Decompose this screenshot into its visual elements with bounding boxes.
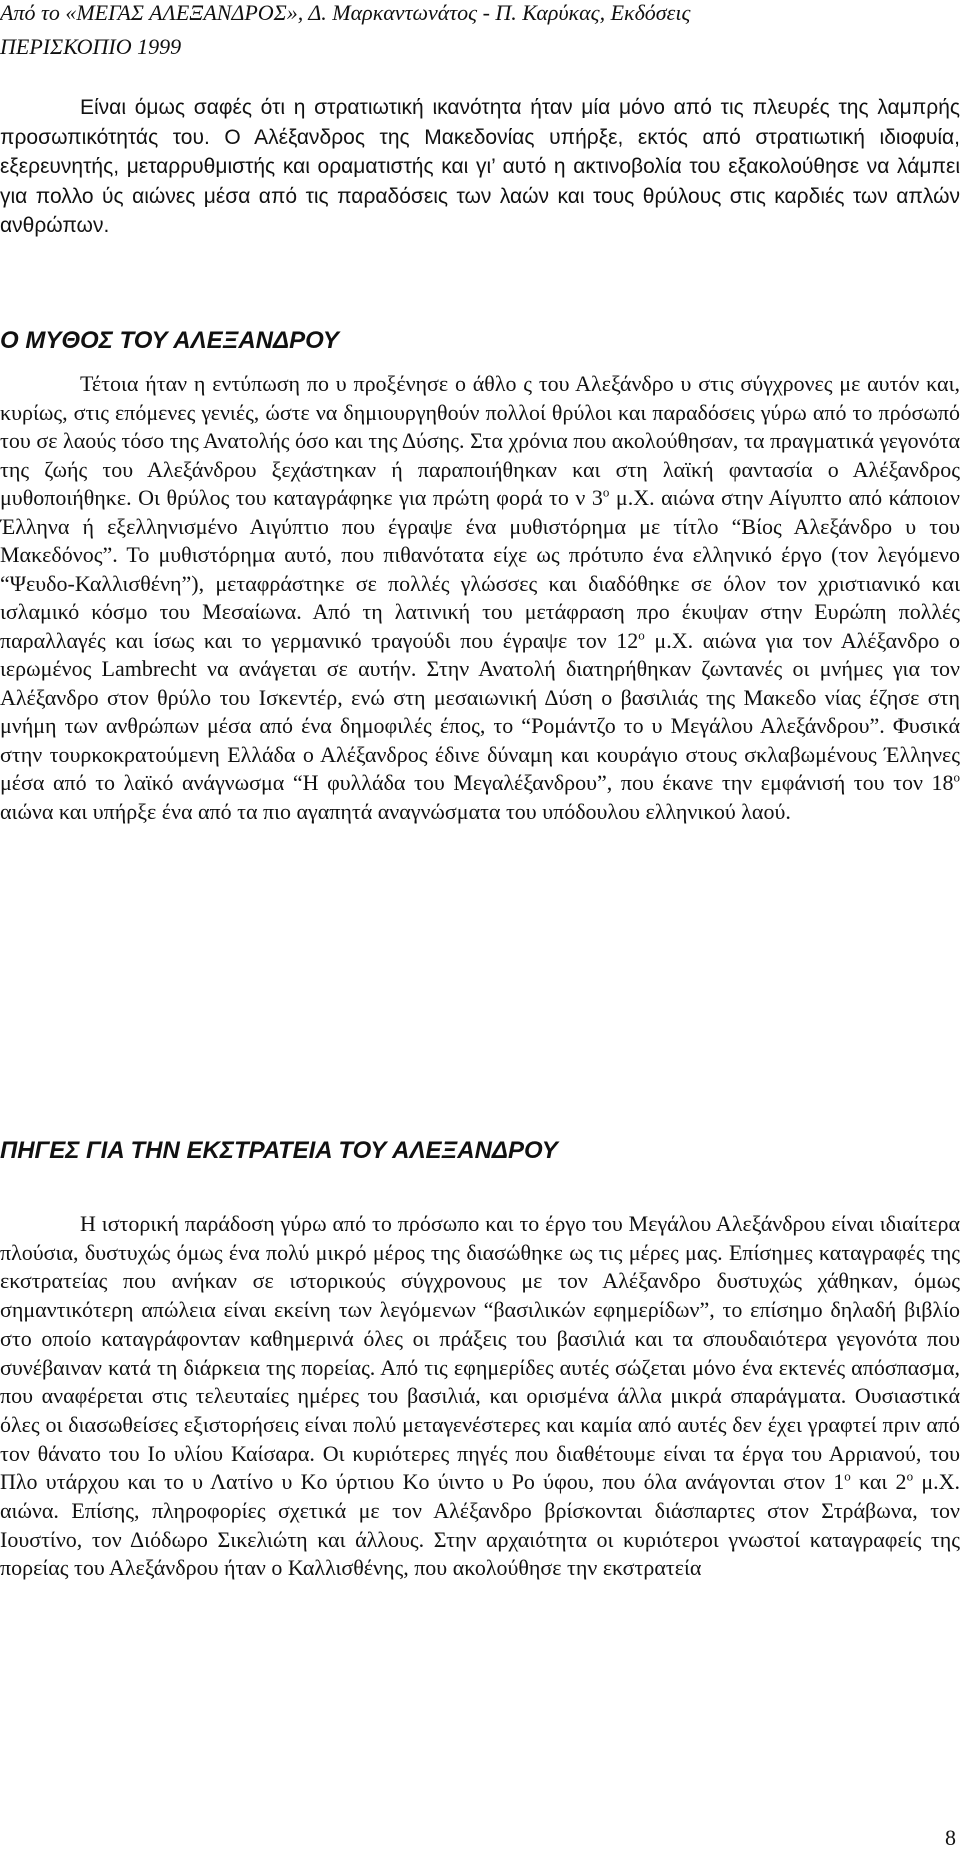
section-heading-sources: ΠΗΓΕΣ ΓΙΑ ΤΗΝ ΕΚΣΤΡΑΤΕΙΑ ΤΟΥ ΑΛΕΞΑΝΔΡΟΥ (0, 1137, 558, 1164)
section-heading-myth: Ο ΜΥΘΟΣ ΤΟΥ ΑΛΕΞΑΝΔΡΟΥ (0, 327, 339, 354)
sources-paragraph (0, 1210, 960, 1583)
page-number: 8 (945, 1825, 956, 1850)
header-line-2: ΠΕΡΙΣΚΟΠΙΟ 1999 (0, 34, 182, 59)
page-header (0, 0, 690, 64)
superscript-ordinal: ο (638, 627, 645, 643)
intro-text: Είναι όμως σαφές ότι η στρατιωτική ικανότητα ήταν μία μόνο από τις πλευρές της λαμπρής προσωπικότητάς του. Ο Αλέξανδρος της Μακεδονίας υπήρξε, εκτός από στρατιωτική ιδιοφυία, εξερευνητής, μεταρρυθμιστής και οραματιστής και γι’ αυτό η ακτινοβολία του εξακολούθησε να λάμπει για πολλο ύς αιώνες μέσα από τις παραδόσεις των λαών και τους θρύλους στις καρδιές των απλών ανθρώπων. (0, 96, 960, 237)
sources-text-part-3: μ.Χ. αιώνα. Επίσης, πληροφορίες σχετικά με τον Αλέξανδρο βρίσκονται διάσπαρτες στον Στράβωνα, τον Ιουστίνο, τον Διόδωρο Σικελιώτη και άλλους. Στην αρχαιότητα οι κυριότεροι γνωστοί καταγραφείς της πορείας του Αλεξάνδρου ήταν ο Καλλισθένης, που ακολούθησε την εκστρατεία (0, 1469, 960, 1581)
myth-text-part-2: μ.Χ. αιώνα στην Αίγυπτο από κάποιον Έλληνα ή εξελληνισμένο Αιγύπτιο που έγραψε ένα μυθιστόρημα με τίτλο “Βίος Αλεξάνδρο υ του Μακεδόνος”. Το μυθιστόρημα αυτό, που πιθανότατα είχε ως πρότυπο ένα ελληνικό έργο (τον λεγόμενο “Ψευδο-Καλλισθένη”), μεταφράστηκε σε πολλές γλώσσες και διαδόθηκε σε όλον τον χριστιανικό και ισλαμικό κόσμο του Μεσαίωνα. Από τη λατινική του μετάφραση προ έκυψαν στην Ευρώπη πολλές παραλλαγές και ίσως και το γερμανικό τραγούδι που έγραψε τον 12 (0, 485, 960, 653)
myth-text-part-4: αιώνα και υπήρξε ένα από τα πιο αγαπητά αναγνώσματα του υπόδουλου ελληνικού λαού. (0, 798, 791, 824)
sources-text-part-2: και 2 (850, 1469, 907, 1495)
header-line-1: Από το «ΜΕΓΑΣ ΑΛΕΞΑΝΔΡΟΣ», Δ. Μαρκαντωνάτος - Π. Καρύκας, Εκδόσεις (0, 0, 691, 25)
myth-text-part-3: μ.Χ. αιώνα για τον Αλέξανδρο ο ιερωμένος Lambrecht να ανάγεται σε αυτήν. Στην Ανατολή διατηρήθηκαν ζωντανές οι μνήμες για τον Αλέξανδρο στον θρύλο του Ισκεντέρ, ενώ στη μεσαιωνική Δύση ο βασιλιάς της Μακεδο νίας έζησε στη μνήμη των ανθρώπων μέσα από ένα δημοφιλές έπος, το “Ρομάντζο το υ Μεγάλου Αλεξάνδρου”. Φυσικά στην τουρκοκρατούμενη Ελλάδα ο Αλέξανδρος έδινε δύναμη και κουράγιο στους σκλαβωμένους Έλληνες μέσα από το λαϊκό ανάγνωσμα “Η φυλλάδα του Μεγαλέξανδρου”, που έκανε την εμφάνισή του τον 18 (0, 627, 960, 795)
superscript-ordinal: ο (906, 1469, 914, 1484)
myth-paragraph (0, 370, 960, 826)
sources-text-part-1: Η ιστορική παράδοση γύρω από το πρόσωπο και το έργο του Μεγάλου Αλεξάνδρου είναι ιδιαίτερα πλούσια, δυστυχώς όμως ένα πολύ μικρό μέρος της διασώθηκε ως τις μέρες μας. Επίσημες καταγραφές της εκστρατείας που ανήκαν σε ιστορικούς σύγχρονους με τον Αλέξανδρο δυστυχώς χάθηκαν, όμως σημαντικότερη απώλεια είναι εκείνη των λεγόμενων “βασιλικών εφημερίδων”, το επίσημο δηλαδή βιβλίο στο οποίο καταγράφονταν καθημερινά όλες οι πράξεις του βασιλιά και τα σπουδαιότερα γεγονότα που συνέβαιναν κατά τη διάρκεια της πορείας. Από τις εφημερίδες αυτές σώζεται μόνο ένα εκτενές απόσπασμα, που αναφέρεται στις τελευταίες ημέρες του βασιλιά, και ορισμένα άλλα μικρά σπαράγματα. Ουσιαστικά όλες οι διασωθείσες εξιστορήσεις είναι πολύ μεταγενέστερες και καμία από αυτές δεν έχει γραφτεί πριν από τον θάνατο του Ιο υλίου Καίσαρα. Οι κυριότερες πηγές που διαθέτουμε είναι τα έργα του Αρριανού, του Πλο υτάρχου και το υ Λατίνο υ Κο ύρτιου Κο ύιντο υ Ρο ύφου, που όλα ανάγονται στον 1 (0, 1211, 960, 1495)
myth-text-part-1: Τέτοια ήταν η εντύπωση πο υ προξένησε ο άθλο ς του Αλεξάνδρο υ στις σύγχρονες με αυτόν και, κυρίως, στις επόμενες γενιές, ώστε να δημιουργηθούν πολλοί θρύλοι και παραδόσεις γύρω από το πρόσωπό του σε λαούς τόσο της Ανατολής όσο και της Δύσης. Στα χρόνια που ακολούθησαν, τα πραγματικά γεγονότα της ζωής του Αλεξάνδρου ξεχάστηκαν ή παραποιήθηκαν και στη λαϊκή φαντασία ο Αλέξανδρος μυθοποιήθηκε. Οι θρύλος του καταγράφηκε για πρώτη φορά το ν 3 (0, 371, 960, 510)
superscript-ordinal: ο (953, 769, 960, 785)
superscript-ordinal: ο (844, 1469, 851, 1484)
superscript-ordinal: ο (602, 484, 610, 500)
intro-paragraph (0, 93, 960, 241)
